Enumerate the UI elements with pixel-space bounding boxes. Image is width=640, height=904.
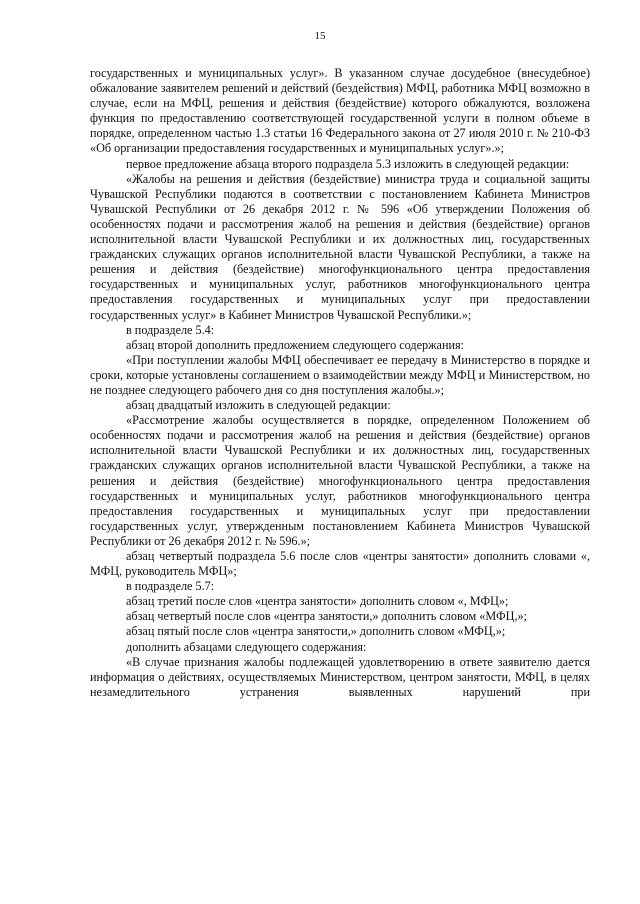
paragraph: абзац четвертый после слов «центра занятости,» дополнить словом «МФЦ,»;: [126, 609, 527, 624]
paragraph: абзац второй дополнить предложением следующего содержания:: [126, 337, 464, 352]
page-number: 15: [314, 30, 326, 42]
paragraph: первое предложение абзаца второго подраздела 5.3 изложить в следующей редакции:: [126, 156, 570, 171]
paragraph: государственных и муниципальных услуг». В указанном случае досудебное (внесудебное) обжалование заявителем решений и действий (бездействия) МФЦ, работника МФЦ возможно в случае, если на МФЦ, решения и действия (бездействие) которого обжалуются, возложена функция по предоставлению соответствующей государственной услуги в полном объеме в порядке, определенном частью 1.3 статьи 16 Федерального закона от 27 июля 2010 г. № 210-ФЗ «Об организации предоставления государственных и муниципальных услуг».»;: [90, 66, 590, 156]
paragraph: абзац пятый после слов «центра занятости,» дополнить словом «МФЦ,»;: [126, 624, 506, 639]
paragraph: в подразделе 5.4:: [126, 322, 215, 337]
paragraph: абзац двадцатый изложить в следующей редакции:: [126, 398, 391, 413]
paragraph: дополнить абзацами следующего содержания:: [126, 639, 367, 654]
paragraph: абзац третий после слов «центра занятости» дополнить словом «, МФЦ»;: [126, 594, 509, 609]
paragraph: «Рассмотрение жалобы осуществляется в порядке, определенном Положением об особенностях подачи и рассмотрения жалоб на решения и действия (бездействие) органов исполнительной власти Чувашской Республики и их должностных лиц, государственных гражданских служащих органов исполнительной власти Чувашской Республики, а также на решения и действия (бездействие) многофункционального центра предоставления государственных и муниципальных услуг, работников многофункционального центра предоставления государственных и муниципальных услуг при предоставлении государственных услуг, утвержденным постановлением Кабинета Министров Чувашской Республики от 26 декабря 2012 г. № 596.»;: [90, 413, 590, 548]
paragraph: абзац четвертый подраздела 5.6 после слов «центры занятости» дополнить словами «, МФЦ, руководитель МФЦ»;: [90, 549, 590, 579]
paragraph: «При поступлении жалобы МФЦ обеспечивает ее передачу в Министерство в порядке и сроки, которые установлены соглашением о взаимодействии между МФЦ и Министерством, но не позднее следующего рабочего дня со дня поступления жалобы.»;: [90, 352, 590, 397]
document-body: [90, 66, 590, 700]
paragraph: «В случае признания жалобы подлежащей удовлетворению в ответе заявителю дается информация о действиях, осуществляемых Министерством, центром занятости, МФЦ, в целях незамедлительного устранения выявленных нарушений при: [90, 654, 590, 699]
paragraph: в подразделе 5.7:: [126, 579, 215, 594]
paragraph: «Жалобы на решения и действия (бездействие) министра труда и социальной защиты Чувашской Республики подаются в соответствии с постановлением Кабинета Министров Чувашской Республики от 26 декабря 2012 г. № 596 «Об утверждении Положения об особенностях подачи и рассмотрения жалоб на решения и действия (бездействие) органов исполнительной власти Чувашской Республики и их должностных лиц, государственных гражданских служащих органов исполнительной власти Чувашской Республики, а также на решения и действия (бездействие) многофункционального центра предоставления государственных и муниципальных услуг, работников многофункционального центра предоставления государственных и муниципальных услуг при предоставлении государственных услуг» в Кабинет Министров Чувашской Республики.»;: [90, 171, 590, 322]
